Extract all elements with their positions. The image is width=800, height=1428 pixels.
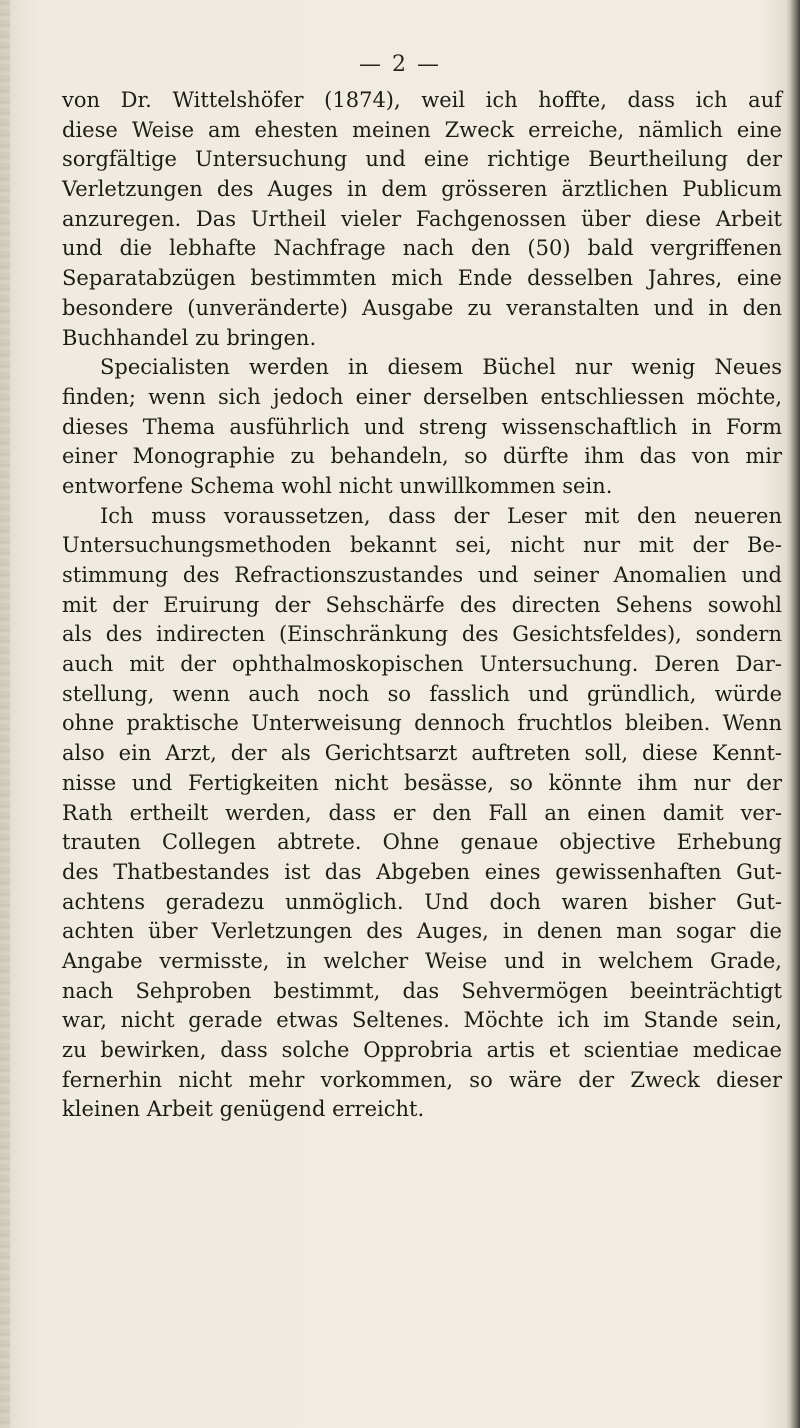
text-line: kleinen Arbeit genügend erreicht. xyxy=(62,1097,425,1122)
text-line: war, nicht gerade etwas Seltenes. Möchte ich im Stande sein, xyxy=(62,1008,782,1033)
text-line: einer Monographie zu behandeln, so dürfte ihm das von mir xyxy=(62,444,782,469)
text-line: dieses Thema ausführlich und streng wissenschaftlich in Form xyxy=(62,414,782,439)
text-line: Untersuchungsmethoden bekannt sei, nicht nur mit der Be- xyxy=(62,533,782,558)
text-line: fernerhin nicht mehr vorkommen, so wäre der Zweck dieser xyxy=(62,1067,782,1092)
text-line: von Dr. Wittelshöfer (1874), weil ich hoffte, dass ich auf xyxy=(62,88,782,112)
text-line: nach Sehproben bestimmt, das Sehvermögen beeinträchtigt xyxy=(62,978,782,1003)
text-line: Ich muss voraussetzen, dass der Leser mit den neueren xyxy=(100,503,782,528)
page-number: — 2 — xyxy=(359,52,441,77)
text-line: Separatabzügen bestimmten mich Ende desselben Jahres, eine xyxy=(62,266,782,291)
text-line: sorgfältige Untersuchung und eine richtige Beurtheilung der xyxy=(62,147,782,172)
text-line: ohne praktische Unterweisung dennoch fruchtlos bleiben. Wenn xyxy=(62,711,782,736)
text-line: des Thatbestandes ist das Abgeben eines gewissenhaften Gut- xyxy=(62,859,782,884)
text-line: Buchhandel zu bringen. xyxy=(62,325,317,350)
text-line: und die lebhafte Nachfrage nach den (50) bald vergriffenen xyxy=(62,236,782,261)
text-line: stellung, wenn auch noch so fasslich und gründlich, würde xyxy=(62,681,782,706)
text-line: Rath ertheilt werden, dass er den Fall an einen damit ver- xyxy=(62,800,782,825)
text-line: stimmung des Refractionszustandes und seiner Anomalien und xyxy=(62,563,782,587)
text-line: Verletzungen des Auges in dem grösseren ärztlichen Publicum xyxy=(62,177,782,202)
text-line: achten über Verletzungen des Auges, in denen man sogar die xyxy=(62,919,782,944)
text-line: entworfene Schema wohl nicht unwillkommen sein. xyxy=(62,473,613,498)
text-line: nisse und Fertigkeiten nicht besässe, so könnte ihm nur der xyxy=(62,770,782,795)
page-left-edge xyxy=(0,0,10,1428)
text-line: achtens geradezu unmöglich. Und doch waren bisher Gut- xyxy=(62,889,782,914)
text-line: trauten Collegen abtrete. Ohne genaue objective Erhebung xyxy=(62,830,782,855)
text-line: finden; wenn sich jedoch einer derselben entschliessen möchte, xyxy=(62,384,782,409)
text-line: besondere (unveränderte) Ausgabe zu veranstalten und in den xyxy=(62,295,782,320)
body-text xyxy=(62,86,782,1125)
text-line: diese Weise am ehesten meinen Zweck erreiche, nämlich eine xyxy=(62,117,782,142)
text-line: mit der Eruirung der Sehschärfe des directen Sehens sowohl xyxy=(62,592,782,617)
page-right-edge xyxy=(790,0,800,1428)
text-line: als des indirecten (Einschränkung des Gesichtsfeldes), sondern xyxy=(62,622,782,647)
text-line: Angabe vermisste, in welcher Weise und in welchem Grade, xyxy=(62,948,782,973)
text-line: anzuregen. Das Urtheil vieler Fachgenossen über diese Arbeit xyxy=(62,206,782,231)
text-line: also ein Arzt, der als Gerichtsarzt auftreten soll, diese Kennt- xyxy=(62,741,782,766)
text-line: Specialisten werden in diesem Büchel nur wenig Neues xyxy=(100,355,782,380)
text-line: zu bewirken, dass solche Opprobria artis et scientiae medicae xyxy=(62,1038,782,1062)
text-line: auch mit der ophthalmoskopischen Untersuchung. Deren Dar- xyxy=(62,652,782,677)
